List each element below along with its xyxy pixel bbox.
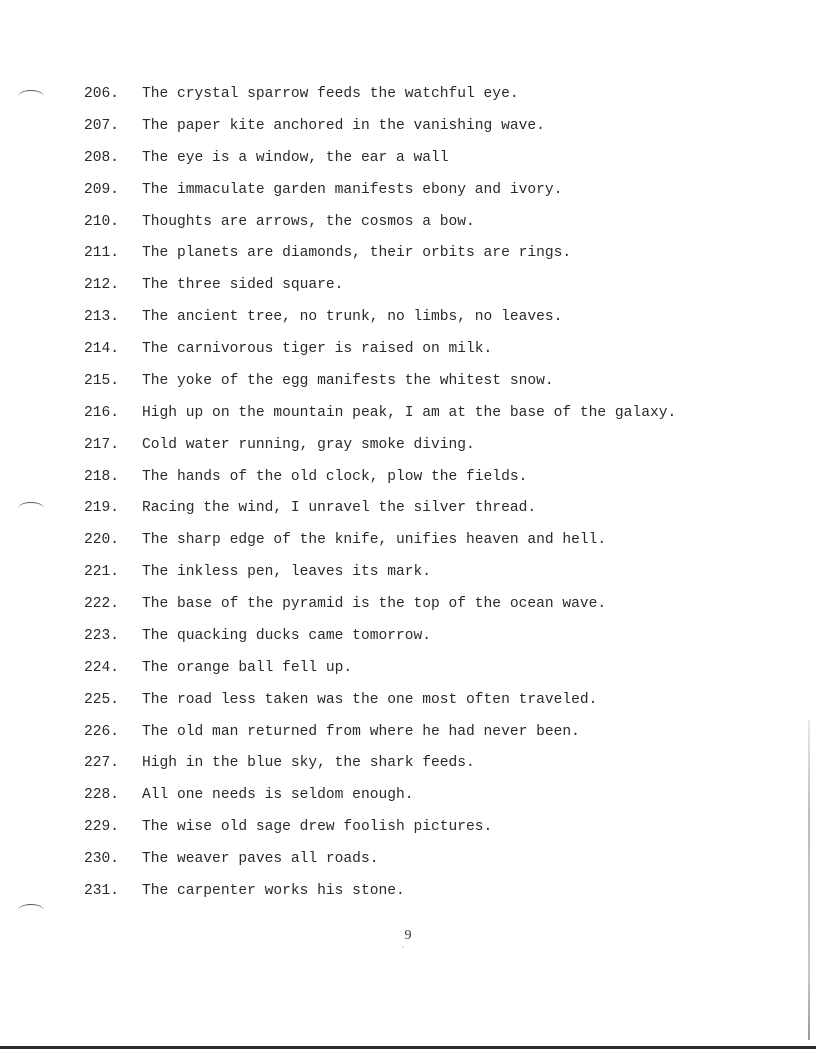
line-text: The three sided square. xyxy=(142,277,344,294)
line-text: The carnivorous tiger is raised on milk. xyxy=(142,341,493,357)
line-text: The road less taken was the one most often traveled. xyxy=(142,691,598,708)
list-item xyxy=(84,528,676,560)
list-item xyxy=(84,847,676,879)
line-number: 225. xyxy=(84,691,120,708)
list-item xyxy=(84,592,676,624)
line-text: The carpenter works his stone. xyxy=(142,882,405,899)
line-number: 218. xyxy=(84,468,120,485)
list-item xyxy=(84,82,676,114)
list-item xyxy=(84,815,676,847)
list-item xyxy=(84,114,676,146)
line-text: High in the blue sky, the shark feeds. xyxy=(142,755,475,772)
list-item xyxy=(84,496,676,528)
punch-hole-mark xyxy=(18,904,44,917)
line-text: The wise old sage drew foolish pictures. xyxy=(142,819,493,836)
page-number: 9 xyxy=(404,928,412,943)
list-item xyxy=(84,178,676,210)
line-number: 206. xyxy=(84,86,120,102)
line-text: Racing the wind, I unravel the silver thread. xyxy=(142,500,537,517)
line-text: High up on the mountain peak, I am at the base of the galaxy. xyxy=(142,404,677,421)
list-item xyxy=(84,624,676,656)
line-text: All one needs is seldom enough. xyxy=(142,787,414,804)
line-text: The crystal sparrow feeds the watchful eye. xyxy=(142,86,519,102)
line-number: 231. xyxy=(84,882,120,899)
punch-hole-mark xyxy=(18,502,44,515)
line-text: The immaculate garden manifests ebony and ivory. xyxy=(142,181,563,198)
line-number: 228. xyxy=(84,787,120,804)
punch-hole-mark xyxy=(18,90,44,103)
list-item xyxy=(84,688,676,720)
list-item xyxy=(84,337,676,369)
page-edge-right xyxy=(808,720,810,1040)
line-text: The sharp edge of the knife, unifies heaven and hell. xyxy=(142,532,607,549)
list-item xyxy=(84,210,676,242)
list-item xyxy=(84,433,676,465)
list-item xyxy=(84,465,676,497)
list-item xyxy=(84,305,676,337)
line-number: 213. xyxy=(84,309,120,326)
line-text: The old man returned from where he had never been. xyxy=(142,723,580,740)
line-text: Cold water running, gray smoke diving. xyxy=(142,436,475,453)
line-number: 211. xyxy=(84,245,120,262)
line-number: 216. xyxy=(84,404,120,421)
list-item xyxy=(84,751,676,783)
line-number: 209. xyxy=(84,181,120,198)
line-text: The ancient tree, no trunk, no limbs, no leaves. xyxy=(142,309,563,326)
list-item xyxy=(84,879,676,911)
line-text: The base of the pyramid is the top of the ocean wave. xyxy=(142,596,607,612)
line-text: The eye is a window, the ear a wall xyxy=(142,149,449,166)
page-edge-bottom xyxy=(0,1046,816,1049)
line-number: 207. xyxy=(84,117,120,134)
list-item xyxy=(84,720,676,752)
list-item xyxy=(84,560,676,592)
line-number: 221. xyxy=(84,564,120,581)
list-item xyxy=(84,241,676,273)
line-number: 230. xyxy=(84,851,120,867)
line-text: The yoke of the egg manifests the whitest snow. xyxy=(142,372,554,389)
line-number: 210. xyxy=(84,213,120,230)
line-text: The orange ball fell up. xyxy=(142,659,353,676)
list-item xyxy=(84,401,676,433)
line-number: 224. xyxy=(84,659,120,676)
line-number: 214. xyxy=(84,341,120,357)
list-item xyxy=(84,146,676,178)
line-number: 208. xyxy=(84,149,120,166)
numbered-lines-list xyxy=(84,82,676,911)
line-number: 215. xyxy=(84,372,120,389)
line-text: The paper kite anchored in the vanishing wave. xyxy=(142,117,545,134)
list-item xyxy=(84,369,676,401)
line-number: 223. xyxy=(84,627,120,644)
line-text: The hands of the old clock, plow the fields. xyxy=(142,468,528,485)
line-text: The weaver paves all roads. xyxy=(142,851,379,867)
line-number: 219. xyxy=(84,500,120,517)
line-number: 229. xyxy=(84,819,120,836)
line-number: 212. xyxy=(84,277,120,294)
line-text: Thoughts are arrows, the cosmos a bow. xyxy=(142,213,475,230)
line-text: The inkless pen, leaves its mark. xyxy=(142,564,432,581)
line-number: 222. xyxy=(84,596,120,612)
list-item xyxy=(84,783,676,815)
line-number: 226. xyxy=(84,723,120,740)
line-text: The planets are diamonds, their orbits are rings. xyxy=(142,245,572,262)
list-item xyxy=(84,656,676,688)
line-number: 227. xyxy=(84,755,120,772)
line-number: 220. xyxy=(84,532,120,549)
line-number: 217. xyxy=(84,436,120,453)
list-item xyxy=(84,273,676,305)
line-text: The quacking ducks came tomorrow. xyxy=(142,627,432,644)
scan-speck xyxy=(402,946,404,948)
